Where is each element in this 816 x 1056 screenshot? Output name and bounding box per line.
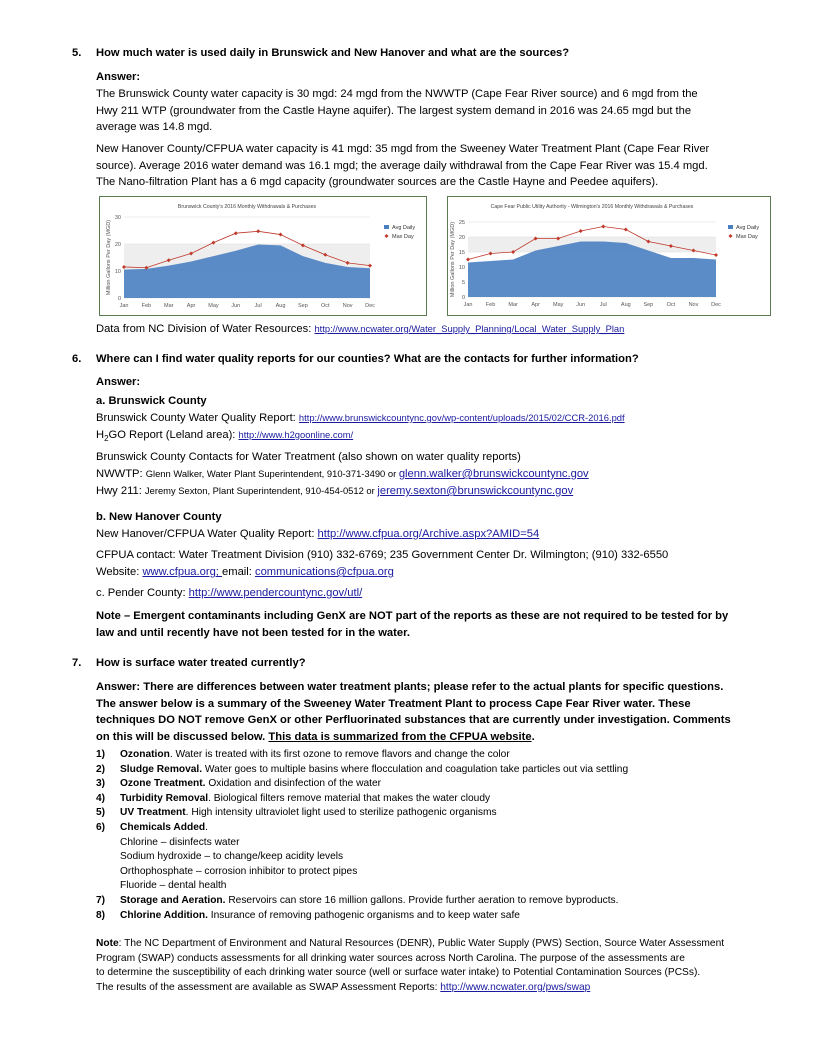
y-axis-label: Million Gallons Per Day (MGD) [106, 219, 112, 296]
contact-text: Glenn Walker, Water Plant Superintendent, 910-371-3490 or [145, 468, 399, 479]
jeremy-sexton-email[interactable]: jeremy.sexton@brunswickcountync.gov [377, 485, 574, 497]
text-line: Note – Emergent contaminants including GenX are NOT part of the reports as these are not required to be tested for by [96, 610, 729, 622]
list-item [96, 763, 776, 778]
text-line: techniques DO NOT remove GenX or other Perfluorinated substances that are currently under investigation. Comments [96, 714, 731, 727]
x-tick-label: Dec [365, 303, 375, 309]
y-tick-label: 0 [461, 295, 465, 301]
step-title: Storage and Aeration. [120, 894, 226, 906]
x-tick-label: Nov [342, 303, 353, 309]
legend-max-label: Max Day [736, 234, 758, 240]
chemical-item: Chlorine – disinfects water [120, 836, 240, 848]
list-item [96, 909, 776, 924]
x-tick-label: Nov [688, 302, 699, 308]
contact-label: NWWTP: [96, 468, 146, 480]
y-tick-label: 20 [458, 235, 465, 241]
x-tick-label: Oct [320, 303, 330, 309]
list-item [96, 748, 776, 763]
cfpua-contact-line: CFPUA contact: Water Treatment Division (910) 332-6769; 235 Government Center Dr. Wilmington; (910) 332-6550 [96, 549, 669, 561]
pender-line [96, 585, 756, 602]
x-tick-label: Mar [163, 303, 174, 309]
x-tick-label: Aug [620, 302, 631, 308]
cfpua-website-line [96, 564, 756, 581]
chemical-item: Sodium hydroxide – to change/keep acidity levels [120, 851, 344, 863]
brunswick-chart [99, 196, 427, 316]
y-tick-label: 30 [114, 215, 121, 221]
cfpua-report-link[interactable]: http://www.cfpua.org/Archive.aspx?AMID=54 [317, 528, 540, 540]
text-line: The Brunswick County water capacity is 30 mgd: 24 mgd from the NWWTP (Cape Fear River source) and 6 mgd from the [96, 88, 698, 100]
genx-note [96, 608, 756, 641]
x-tick-label: Jul [599, 302, 607, 308]
brunswick-report-link[interactable]: http://www.brunswickcountync.gov/wp-content/uploads/2015/02/CCR-2016.pdf [298, 412, 625, 423]
list-item [96, 894, 776, 909]
question-6-title: Where can I find water quality reports for our counties? What are the contacts for further information? [96, 353, 639, 365]
step-text: . [205, 821, 208, 833]
cfpua-website-link[interactable]: www.cfpua.org; [142, 566, 223, 578]
answer-label: Answer: [96, 71, 141, 83]
step-title: Sludge Removal. [120, 763, 203, 775]
step-number: 6) [96, 821, 106, 833]
text-line: Hwy 211 WTP (groundwater from the Castle Hayne aquifer). The largest system demand in 2016 was 24.65 mgd but the [96, 104, 692, 117]
x-tick-label: Jan [463, 302, 473, 308]
x-tick-label: Mar [508, 302, 518, 308]
report-label: Brunswick County Water Quality Report: [96, 412, 299, 424]
step-title: Turbidity Removal [120, 792, 209, 804]
glenn-walker-email[interactable]: glenn.walker@brunswickcountync.gov [398, 468, 589, 480]
step-text: Water goes to multiple basins where flocculation and coagulation take particles out via settling [202, 763, 629, 775]
max-day-point [579, 229, 583, 233]
brunswick-capacity-paragraph [96, 86, 756, 136]
text-line [96, 981, 776, 996]
answer-label: Answer: [96, 376, 141, 388]
h2go-line [96, 427, 756, 448]
pender-link[interactable]: http://www.pendercountync.gov/utl/ [188, 587, 363, 599]
legend-max-swatch [385, 234, 389, 238]
x-tick-label: May [208, 303, 219, 309]
text-line: Answer: There are differences between water treatment plants; please refer to the actual plants for specific questions. [96, 681, 724, 693]
nwwtp-contact [96, 466, 756, 483]
cfpua-chart-svg [448, 197, 770, 315]
brunswick-heading: a. Brunswick County [96, 395, 207, 407]
list-item [96, 806, 776, 821]
x-tick-label: May [552, 302, 564, 308]
step-number: 5) [96, 807, 106, 819]
text-line: The answer below is a summary of the Sweeney Water Treatment Plant to process Cape Fear River water. These [96, 697, 691, 710]
step-text: . Water is treated with its first ozone to remove flavors and change the color [169, 749, 510, 760]
y-tick-label: 10 [458, 265, 465, 271]
step-title: UV Treatment [120, 807, 186, 819]
brunswick-report-line [96, 410, 756, 427]
text-line: to determine the susceptibility of each drinking water source (well or surface water intake) to Potential Contamination Sources (PCSs). [96, 967, 701, 979]
data-source-line [96, 321, 756, 338]
chart-title: Brunswick County's 2016 Monthly Withdrawals & Purchases [177, 204, 317, 210]
x-tick-label: Jan [119, 303, 129, 309]
text-line: New Hanover County/CFPUA water capacity is 41 mgd: 35 mgd from the Sweeney Water Treatment Plant (Cape Fear River [96, 143, 710, 155]
x-tick-label: Apr [186, 303, 196, 309]
max-day-point [624, 228, 628, 232]
swap-link[interactable]: http://www.ncwater.org/pws/swap [440, 981, 591, 993]
max-day-point [279, 233, 283, 237]
legend-avg-label: Avg Daily [736, 225, 760, 231]
h2go-subscript: 2 [104, 434, 109, 444]
step-number: 3) [96, 778, 106, 790]
x-tick-label: Sep [298, 303, 308, 309]
step-number: 1) [96, 749, 106, 760]
max-day-point [234, 231, 238, 235]
text-segment: : The NC Department of Environment and Natural Resources (DENR), Public Water Supply (PWS) Section, Source Water Assessment [118, 938, 725, 949]
x-tick-label: Jun [231, 303, 241, 309]
cfpua-chart [447, 196, 771, 316]
dwr-link[interactable]: http://www.ncwater.org/Water_Supply_Planning/Local_Water_Supply_Plan [314, 323, 625, 334]
step-text: . Biological filters remove material that makes the water cloudy [208, 792, 491, 804]
contact-text: Jeremy Sexton, Plant Superintendent, 910-454-0512 or [144, 485, 378, 496]
step-number: 7) [96, 894, 106, 906]
y-tick-label: 5 [461, 280, 465, 286]
cfpua-email-link[interactable]: communications@cfpua.org [254, 566, 394, 578]
step-text: Insurance of removing pathogenic organisms and to keep water safe [207, 909, 520, 921]
text-segment: The results of the assessment are available as SWAP Assessment Reports: [96, 981, 441, 993]
question-number: 7. [72, 657, 82, 669]
question-number: 6. [72, 353, 82, 365]
legend-avg-swatch [728, 225, 733, 229]
h2go-link[interactable]: http://www.h2goonline.com/ [238, 429, 354, 440]
step-title: Ozonation [120, 749, 170, 760]
step-number: 2) [96, 763, 106, 775]
x-tick-label: Sep [643, 302, 654, 308]
hwy211-contact [96, 483, 756, 500]
chart-title: Cape Fear Public Utility Authority - Wilmington's 2016 Monthly Withdrawals & Purchases [490, 204, 694, 210]
max-day-point [714, 253, 718, 257]
step-text: . High intensity ultraviolet light used to sterilize pathogenic organisms [185, 807, 497, 819]
pender-label: c. Pender County: [96, 587, 189, 599]
y-tick-label: 25 [458, 220, 465, 226]
text-line: The Nano-filtration Plant has a 6 mgd capacity (groundwater sources are the Castle Hayne and Peedee aquifers). [96, 176, 659, 189]
h2go-label: H [96, 429, 105, 441]
contact-label: Hwy 211: [96, 485, 145, 497]
chemical-item: Orthophosphate – corrosion inhibitor to protect pipes [120, 865, 358, 877]
x-tick-label: Jun [576, 302, 586, 308]
y-tick-label: 10 [114, 269, 121, 275]
new-hanover-report-line [96, 526, 756, 543]
x-tick-label: Dec [711, 302, 721, 308]
step-text: Oxidation and disinfection of the water [205, 778, 382, 790]
text-line: source). Average 2016 water demand was 16.1 mgd; the average daily withdrawal from the Cape Fear River was 15.4 mgd. [96, 159, 708, 172]
question-7-title: How is surface water treated currently? [96, 657, 306, 669]
max-day-point [601, 225, 605, 229]
chemical-item: Fluoride – dental health [120, 880, 227, 892]
legend-max-swatch [729, 234, 733, 238]
x-tick-label: Apr [531, 302, 540, 308]
x-tick-label: Aug [275, 303, 286, 309]
question-number: 5. [72, 47, 82, 59]
step-text: Reservoirs can store 16 million gallons. Provide further aeration to remove byproducts. [225, 894, 619, 906]
x-tick-label: Jul [254, 303, 262, 309]
step-number: 4) [96, 792, 106, 804]
text-line [96, 729, 756, 746]
text-line: average was 14.8 mgd. [96, 121, 213, 134]
cfpua-website-reference: This data is summarized from the CFPUA website [268, 730, 532, 743]
max-day-point [256, 229, 260, 233]
legend-max-label: Max Day [392, 234, 414, 240]
new-hanover-capacity-paragraph [96, 141, 756, 191]
text-line [96, 937, 776, 952]
x-tick-label: Feb [485, 302, 496, 308]
legend-avg-label: Avg Daily [392, 225, 416, 231]
source-label: Data from NC Division of Water Resources: [96, 323, 315, 335]
question-5-title: How much water is used daily in Brunswick and New Hanover and what are the sources? [96, 47, 570, 59]
step-title: Ozone Treatment. [120, 778, 206, 790]
treatment-steps-list [96, 748, 776, 923]
y-tick-label: 15 [458, 250, 465, 256]
y-tick-label: 20 [114, 242, 121, 248]
new-hanover-heading: b. New Hanover County [96, 511, 222, 523]
step-title: Chemicals Added [120, 821, 206, 833]
text-segment: . [531, 730, 535, 743]
list-item [96, 821, 776, 836]
legend-avg-swatch [384, 225, 389, 229]
max-day-point [466, 258, 470, 262]
website-label: Website: [96, 566, 143, 578]
list-item [96, 777, 776, 792]
text-line: law and until recently have not been tested for in the water. [96, 626, 410, 639]
x-tick-label: Feb [141, 303, 152, 309]
x-tick-label: Oct [666, 302, 676, 308]
note-label: Note [96, 938, 119, 949]
list-item [96, 792, 776, 807]
swap-note [96, 937, 776, 995]
step-title: Chlorine Addition. [120, 909, 208, 921]
treatment-answer [96, 679, 756, 745]
h2go-label: GO Report (Leland area): [108, 429, 239, 441]
y-tick-label: 0 [117, 296, 121, 302]
text-segment: on this will be discussed below. [96, 730, 269, 743]
email-label: email: [222, 566, 255, 578]
step-number: 8) [96, 909, 106, 921]
text-line: Program (SWAP) conducts assessments for all drinking water sources across North Carolina. The purpose of the assessments are [96, 952, 685, 964]
report-label: New Hanover/CFPUA Water Quality Report: [96, 528, 318, 540]
brunswick-chart-svg [100, 197, 426, 315]
contacts-heading: Brunswick County Contacts for Water Treatment (also shown on water quality reports) [96, 451, 521, 463]
y-axis-label: Million Gallons Per Day (MGD) [450, 221, 456, 298]
